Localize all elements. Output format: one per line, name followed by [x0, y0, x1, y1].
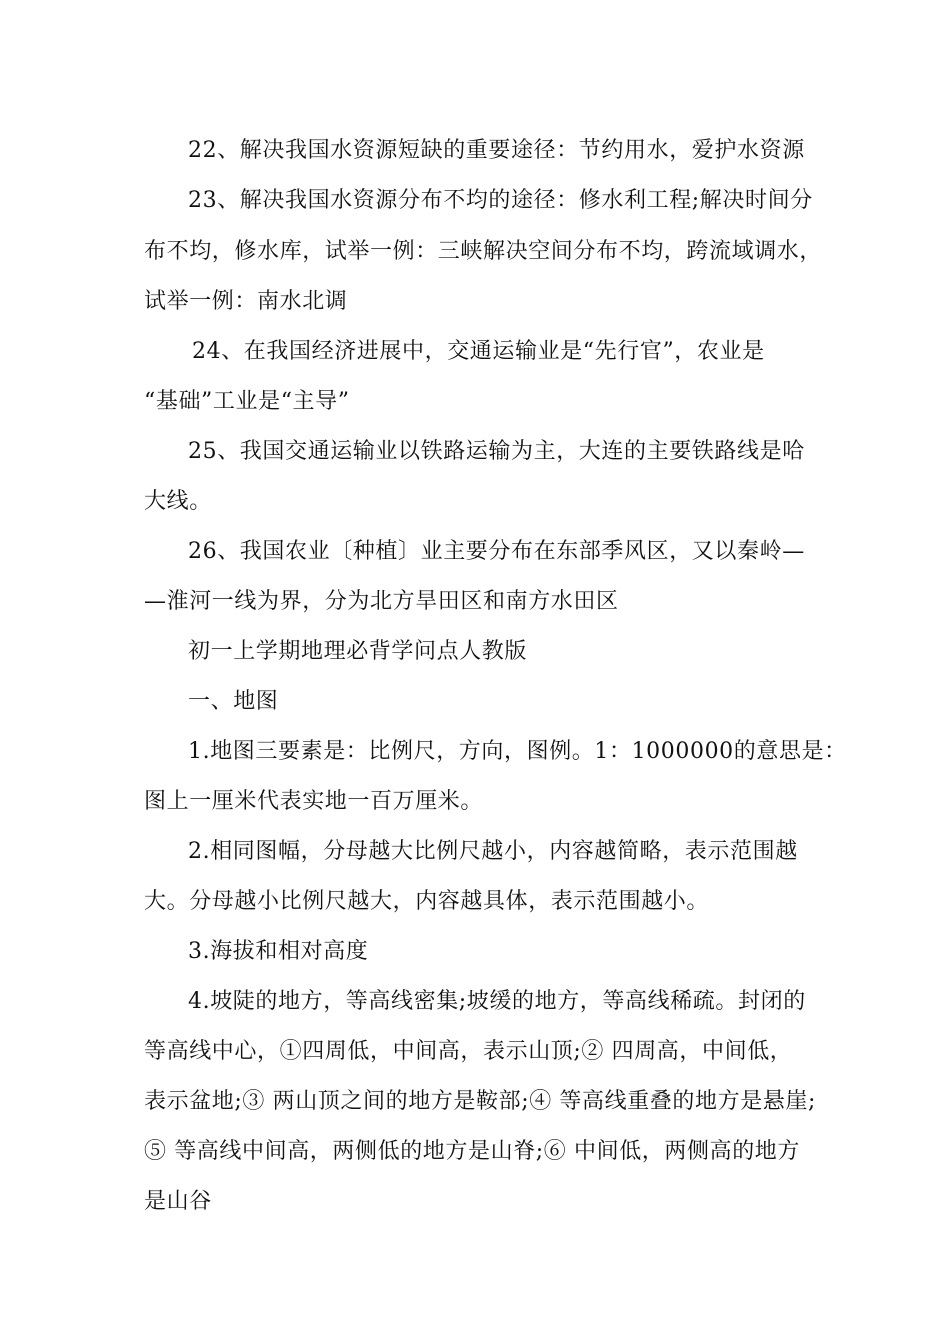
- text-line-26: 26、我国农业〔种植〕业主要分布在东部季风区，又以秦岭—: [188, 539, 805, 564]
- section-heading-map: 一、地图: [188, 689, 279, 714]
- text-line-24-cont: “基础”工业是“主导”: [144, 389, 350, 414]
- text-line-map-1: 1.地图三要素是：比例尺，方向，图例。1：1000000的意思是：: [188, 739, 847, 764]
- text-line-map-4-cont-1: 等高线中心，①四周低，中间高，表示山顶;② 四周高，中间低，: [144, 1039, 793, 1064]
- text-line-map-3: 3.海拔和相对高度: [188, 939, 369, 964]
- text-line-25-cont: 大线。: [144, 489, 212, 514]
- text-line-26-cont: —淮河一线为界，分为北方旱田区和南方水田区: [144, 589, 619, 614]
- text-line-map-2-cont: 大。分母越小比例尺越大，内容越具体，表示范围越小。: [144, 889, 710, 914]
- text-line-23-cont-2: 试举一例：南水北调: [144, 289, 348, 314]
- text-line-map-1-cont: 图上一厘米代表实地一百万厘米。: [144, 789, 484, 814]
- text-line-map-4-cont-3: ⑤ 等高线中间高，两侧低的地方是山脊;⑥ 中间低，两侧高的地方: [144, 1139, 801, 1164]
- text-line-25: 25、我国交通运输业以铁路运输为主，大连的主要铁路线是哈: [188, 439, 805, 464]
- text-line-map-2: 2.相同图幅，分母越大比例尺越小，内容越简略，表示范围越: [188, 839, 798, 864]
- text-line-24: 24、在我国经济进展中，交通运输业是“先行官”，农业是: [192, 339, 765, 364]
- text-line-map-4-cont-4: 是山谷: [144, 1189, 212, 1214]
- text-line-22: 22、解决我国水资源短缺的重要途径：节约用水，爱护水资源: [188, 138, 805, 163]
- text-line-map-4: 4.坡陡的地方，等高线密集;坡缓的地方，等高线稀疏。封闭的: [188, 989, 806, 1014]
- text-line-map-4-cont-2: 表示盆地;③ 两山顶之间的地方是鞍部;④ 等高线重叠的地方是悬崖;: [144, 1089, 817, 1114]
- section-title: 初一上学期地理必背学问点人教版: [188, 639, 528, 664]
- text-line-23: 23、解决我国水资源分布不均的途径：修水利工程;解决时间分: [188, 188, 813, 213]
- text-line-23-cont-1: 布不均，修水库，试举一例：三峡解决空间分布不均，跨流域调水，: [144, 239, 823, 264]
